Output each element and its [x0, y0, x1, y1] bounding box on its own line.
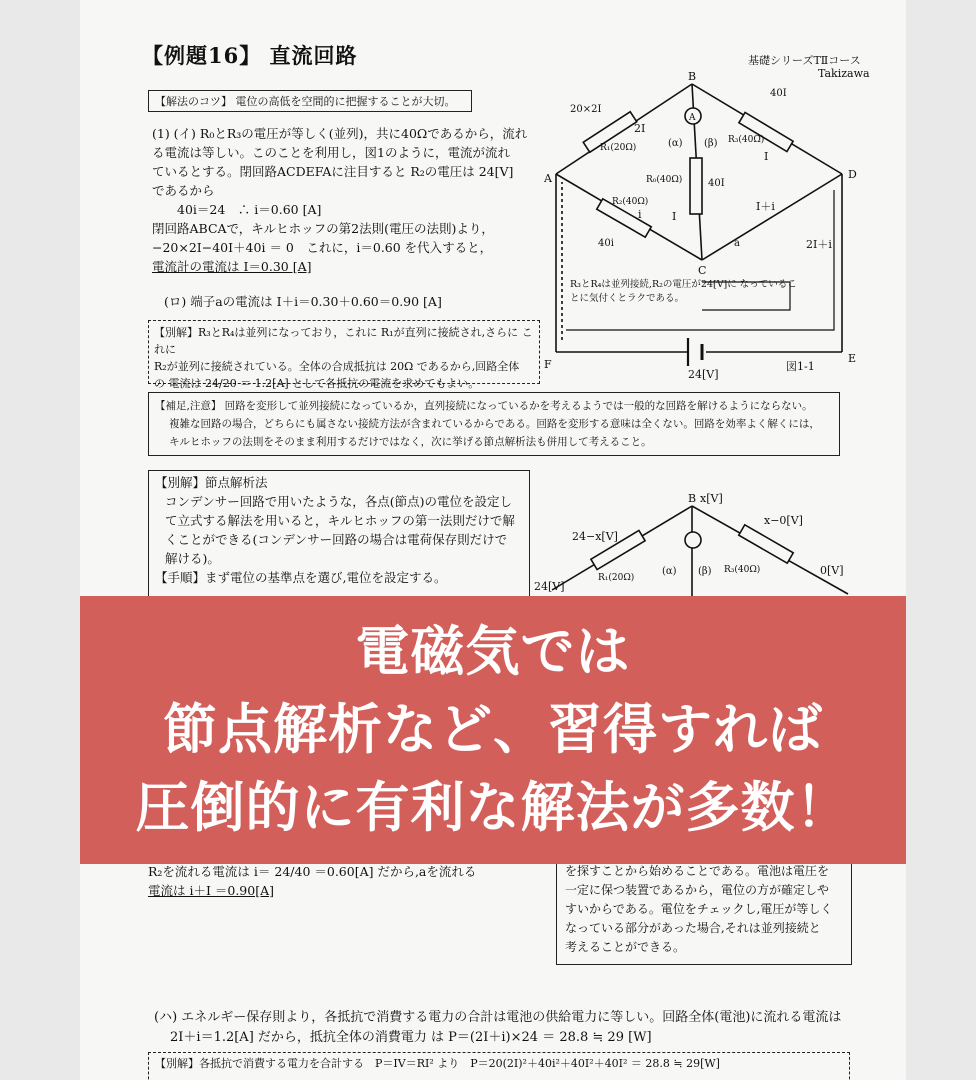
drop-40I: 40I — [770, 88, 787, 99]
resistor-R0 — [690, 158, 702, 214]
note-text — [149, 393, 839, 455]
circuit-figure-2 — [532, 490, 862, 600]
r1-label: R₁(20Ω) — [598, 573, 635, 583]
lower-left-line: R₂を流れる電流は i＝ 24/40 ＝0.60[A] だから,aを流れる — [148, 864, 477, 879]
note-box — [148, 392, 840, 456]
part1-block — [152, 124, 552, 276]
alpha-label: (α) — [662, 566, 677, 577]
node-B: B — [688, 70, 697, 83]
r3-label: R₃(40Ω) — [724, 565, 761, 575]
lower-right-line: すいからである。電位をチェックし,電圧が等しく — [565, 902, 833, 916]
r3-label: R₃(40Ω) — [728, 135, 765, 145]
drop-left: 24−x[V] — [572, 530, 618, 543]
promo-banner — [80, 596, 906, 864]
banner-line: 圧倒的に有利な解法が多数！ — [135, 776, 851, 839]
lower-right-line: なっている部分があった場合,それは並列接続と — [565, 921, 821, 935]
alt1-line: の 電流は 24/20 ＝ 1.2[A] として各抵抗の電流を求めてもよい。 — [154, 377, 480, 390]
drop-40i: 40i — [598, 238, 614, 249]
part1-line: 電流計の電流は I＝0.30 [A] — [152, 259, 312, 274]
beta-label: (β) — [698, 566, 712, 577]
beta-label: (β) — [704, 138, 718, 149]
lower-left-line: 電流は i＋I ＝0.90[A] — [148, 883, 274, 898]
ammeter-label: A — [689, 113, 696, 123]
node-B: B — [688, 492, 697, 505]
fig1-note: R₃とR₄は並列接続,R₂の電圧が24[V]に なっていることに気付くとラクである。 — [570, 279, 797, 304]
current-I-right: I — [764, 150, 769, 163]
alt1-text — [149, 321, 539, 395]
tip-box — [148, 90, 472, 112]
node-line: コンデンサー回路で用いたような，各点(節点)の電位を設定し — [165, 494, 513, 509]
resistor-R3 — [739, 112, 793, 151]
potential-A: 24[V] — [534, 580, 565, 593]
current-I-plus-i: I＋i — [756, 200, 775, 213]
drop-40I-mid: 40I — [708, 178, 725, 189]
part1-line: であるから — [152, 183, 215, 198]
part1-line: ているとする。閉回路ACDEFAに注目すると R₂の電圧は 24[V] — [152, 164, 514, 179]
potential-B: x[V] — [700, 492, 723, 505]
fig1-note-wrap — [570, 278, 806, 318]
node-line: て立式する解法を用いると，キルヒホッフの第一法則だけで解 — [165, 513, 515, 528]
part1-line: 閉回路ABCAで，キルヒホッフの第2法則(電圧の法則)より， — [152, 221, 494, 236]
node-E: E — [848, 352, 857, 365]
node-C: C — [698, 264, 707, 277]
banner-line: 節点解析など、習得すれば — [163, 698, 823, 761]
terminal-a: a — [734, 238, 740, 249]
node-F: F — [544, 358, 552, 371]
part1b-text: (ロ) 端子aの電流は I＋i＝0.30＋0.60＝0.90 [A] — [164, 294, 442, 309]
alt1-box — [148, 320, 540, 390]
node-analysis-text — [149, 471, 529, 589]
lower-left-text — [148, 862, 548, 900]
part3-block — [154, 1008, 894, 1048]
note-line: キルヒホッフの法則をそのまま利用するだけではなく，次に挙げる節点解析法も併用して考えること。 — [169, 436, 652, 448]
drop-right: x−0[V] — [764, 514, 803, 527]
part1-line: −20×2I−40I＋40i ＝ 0 これに，i＝0.60 を代入すると， — [152, 240, 493, 255]
lower-right-line: 考えることができる。 — [565, 940, 686, 954]
r2-label: R₂(40Ω) — [612, 197, 649, 207]
lower-right-box — [556, 862, 852, 965]
r1-label: R₁(20Ω) — [600, 143, 637, 153]
drop-20x2I: 20×2I — [570, 104, 602, 115]
author-label: Takizawa — [818, 67, 870, 80]
lower-right-line: 一定に保つ装置であるから，電位の方が確定しや — [565, 883, 830, 897]
r0-label: R₀(40Ω) — [646, 175, 683, 185]
part3-alt-text: 【別解】各抵抗で消費する電力を合計する P＝IV＝RI² より P＝20(2I)²＋40i²＋40I²＋40I² ＝ 28.8 ≒ 29[W] — [155, 1057, 720, 1070]
worksheet-page — [80, 0, 906, 1080]
alpha-label: (α) — [668, 138, 683, 149]
part1-line: る電流は等しい。このことを利用し，図1のように，電流が流れ — [152, 145, 510, 160]
node-A: A — [544, 172, 552, 185]
node-D: D — [848, 168, 857, 181]
series-label: 基礎シリーズTⅡコース — [748, 54, 861, 67]
current-2I: 2I — [634, 122, 646, 135]
current-i: i — [638, 208, 642, 221]
lower-right-line: を探すことから始めることである。電池は電圧を — [565, 864, 830, 878]
part3-line: 2I＋i＝1.2[A] だから，抵抗全体の消費電力 は P＝(2I＋i)×24 ＝ 28.8 ≒ 29 [W] — [170, 1030, 652, 1045]
note-line: 【補足,注意】 回路を変形して並列接続になっているか，直列接続になっているかを考えるようでは一般的な回路を解けるようにならない。 — [155, 400, 813, 412]
part3-line: (ハ) エネルギー保存則より，各抵抗で消費する電力の合計は電池の供給電力に等しい。回路全体(電池)に流れる電流は — [154, 1010, 842, 1025]
resistor-R3 — [739, 525, 793, 563]
page-title: 【例題16】 直流回路 — [142, 43, 358, 68]
alt1-line: R₂が並列に接続されている。全体の合成抵抗は 20Ω であるから,回路全体 — [154, 360, 520, 373]
battery-voltage: 24[V] — [688, 368, 719, 381]
banner-line: 電磁気では — [355, 620, 631, 683]
node-line: 【別解】節点解析法 — [155, 475, 268, 490]
potential-D: 0[V] — [820, 564, 844, 577]
part1-line: 40i＝24 ∴ i＝0.60 [A] — [152, 202, 322, 217]
current-2I-plus-i: 2I＋i — [806, 238, 832, 251]
part3-alt-box — [148, 1052, 850, 1080]
lower-right-text — [557, 862, 851, 957]
node-line: くことができる(コンデンサー回路の場合は電荷保存則だけで — [165, 532, 508, 547]
tip-text: 【解法のコツ】 電位の高低を空間的に把握することが大切。 — [155, 95, 456, 108]
note-line: 複雑な回路の場合，どちらにも属さない接続方法が含まれているからである。回路を変形する意味は全くない。回路を効率よく解くには， — [169, 418, 820, 430]
figure-caption: 図1-1 — [786, 360, 815, 373]
current-I-mid: I — [672, 210, 677, 223]
part1-line: (1) (イ) R₀とR₃の電圧が等しく(並列)，共に40Ωであるから，流れ — [152, 126, 528, 141]
node-line: 【手順】まず電位の基準点を選び,電位を設定する。 — [155, 570, 447, 585]
alt1-line: 【別解】R₃とR₄は並列になっており，これに R₁が直列に接続され,さらに これに — [154, 326, 533, 356]
ammeter — [685, 532, 701, 548]
node-line: 解ける)。 — [165, 551, 220, 566]
circuit-figure-1 — [542, 70, 864, 382]
